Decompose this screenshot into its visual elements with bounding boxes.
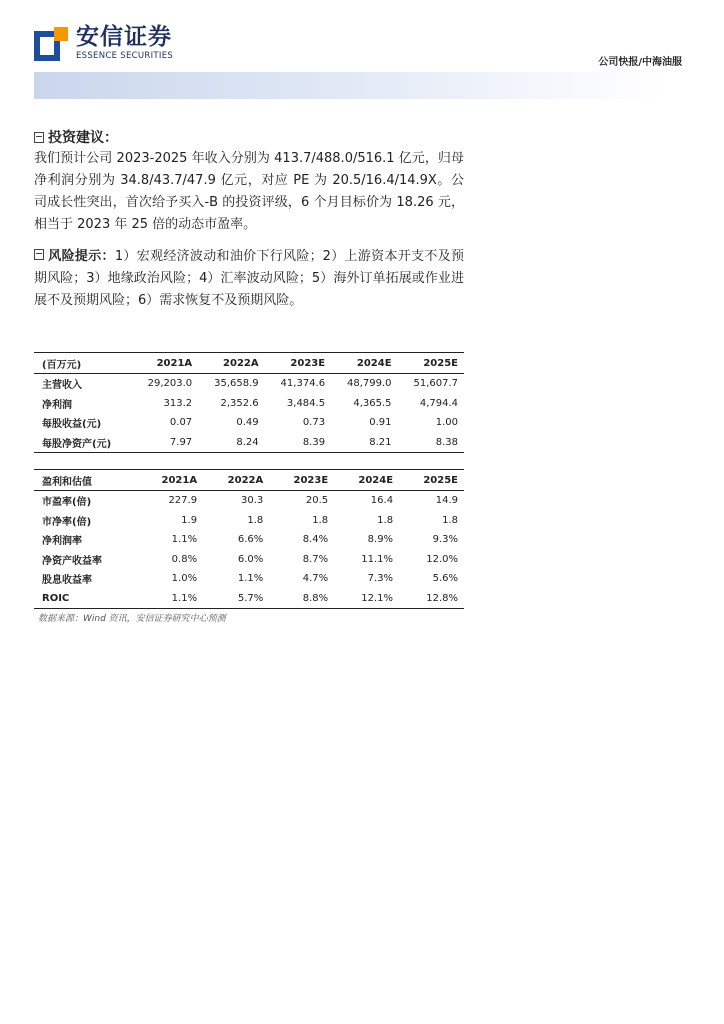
financial-table [34, 352, 464, 453]
table-header-cell: 2024E [334, 470, 399, 491]
table-cell: 每股净资产(元) [34, 433, 132, 453]
table-header-cell: 2021A [132, 353, 198, 374]
report-tag: 公司快报/中海油服 [598, 57, 682, 68]
risk-text: 1）宏观经济波动和油价下行风险；2）上游资本开支不及预期风险；3）地缘政治风险；4）汇率波动风险；5）海外订单拓展或作业进展不及预期风险；6）需求恢复不及预期风险。 [34, 249, 464, 308]
table-row [34, 589, 464, 609]
table-cell: 1.00 [435, 417, 458, 429]
box-bullet-icon [34, 132, 44, 143]
table-cell: 市净率(倍) [42, 516, 92, 528]
table-cell: 0.8% [171, 553, 198, 565]
table-row [34, 491, 464, 511]
table-cell: 8.39 [265, 433, 331, 453]
table-header-row [34, 470, 464, 491]
table-header-row [34, 353, 464, 374]
table-header-cell: 2024E [331, 353, 397, 374]
table-cell: 每股收益(元) [42, 419, 102, 431]
risk-paragraph [34, 246, 464, 312]
table-cell: 8.9% [367, 534, 394, 546]
valuation-table [34, 469, 464, 609]
table-row [34, 413, 464, 433]
table-cell: 0.07 [169, 417, 193, 429]
table-cell: 股息收益率 [42, 575, 92, 587]
table-cell: 313.2 [163, 397, 193, 409]
table-cell: 4,794.4 [419, 397, 458, 409]
investment-text: 我们预计公司 2023-2025 年收入分别为 413.7/488.0/516.1 亿元，归母净利润分别为 34.8/43.7/47.9 亿元，对应 PE 为 20.5/16.4/14.9X。公司成长性突出，首次给予买入-B 的投资评级，6 个月目标价为 18.26 元，相当于 2023 年 25 倍的动态市盈率。 [34, 151, 464, 232]
table-cell: 净资产收益率 [42, 555, 102, 567]
table-cell: 8.38 [398, 433, 464, 453]
investment-title-text: 投资建议： [48, 130, 118, 146]
table-header-cell: 2022A [203, 470, 269, 491]
table-cell: 8.4% [302, 534, 329, 546]
investment-title [34, 127, 118, 147]
table-cell: 7.3% [367, 573, 394, 585]
table-cell: 227.9 [168, 495, 198, 507]
table-cell: 3,484.5 [286, 397, 326, 409]
table-cell: 2,352.6 [220, 397, 259, 409]
table-header-cell: 2022A [198, 353, 264, 374]
table-cell: 1.8 [312, 514, 329, 526]
table-cell: 净利润 [42, 399, 72, 411]
table-cell: 1.9 [181, 514, 198, 526]
table-header-cell: 2021A [137, 470, 203, 491]
table-cell: 8.8% [269, 589, 334, 609]
table-row [34, 511, 464, 531]
table-cell: 35,658.9 [214, 378, 259, 390]
table-cell: 1.8 [247, 514, 264, 526]
data-source-note: 数据来源：Wind 资讯，安信证券研究中心预测 [38, 614, 226, 624]
table-cell: 41,374.6 [280, 378, 326, 390]
logo-text [76, 24, 173, 62]
table-header-cell: 2023E [265, 353, 331, 374]
table-header-cell: 2025E [399, 470, 464, 491]
table-cell: 0.73 [302, 417, 326, 429]
table-cell: ROIC [34, 589, 137, 609]
table-cell: 12.0% [426, 553, 458, 565]
table-cell: 0.91 [369, 417, 392, 429]
table-cell: 市盈率(倍) [42, 497, 92, 509]
table-cell: 6.6% [237, 534, 264, 546]
table-cell: 4.7% [302, 573, 329, 585]
table-row [34, 550, 464, 570]
table-row [34, 530, 464, 550]
table-cell: 20.5 [305, 495, 329, 507]
table-cell: 12.8% [399, 589, 464, 609]
table-cell: 1.8 [377, 514, 394, 526]
table-cell: 净利润率 [42, 536, 82, 548]
header-band [34, 72, 664, 99]
logo-en: ESSENCE SECURITIES [76, 51, 174, 61]
table-header-cell: 2025E [398, 353, 464, 374]
table-cell: 29,203.0 [147, 378, 193, 390]
risk-label: 风险提示： [48, 249, 115, 264]
table-cell: 1.1% [171, 534, 198, 546]
table-row [34, 569, 464, 589]
table-cell: 30.3 [240, 495, 264, 507]
box-bullet-icon [34, 249, 44, 260]
table-cell: 16.4 [370, 495, 394, 507]
logo-icon [34, 27, 68, 61]
table-row [34, 374, 464, 394]
table-cell: 8.21 [331, 433, 397, 453]
table-cell: 1.1% [137, 589, 203, 609]
table-cell: 0.49 [236, 417, 259, 429]
table-cell: 6.0% [237, 553, 264, 565]
table-cell: 1.0% [171, 573, 198, 585]
table-row [34, 394, 464, 414]
table-cell: 1.8 [442, 514, 458, 526]
table-cell: 48,799.0 [347, 378, 392, 390]
table-cell: 8.7% [302, 553, 329, 565]
table-cell: 1.1% [237, 573, 264, 585]
table-header-cell: (百万元) [34, 353, 132, 374]
table-cell: 51,607.7 [413, 378, 458, 390]
table-cell: 5.7% [203, 589, 269, 609]
table-cell: 14.9 [435, 495, 458, 507]
table-row [34, 433, 464, 453]
logo-cn: 安信证券 [76, 24, 172, 50]
table-cell: 8.24 [198, 433, 264, 453]
table-cell: 5.6% [432, 573, 458, 585]
table-header-cell: 2023E [269, 470, 334, 491]
table-cell: 4,365.5 [353, 397, 392, 409]
table-cell: 7.97 [132, 433, 198, 453]
table-cell: 主营收入 [42, 380, 82, 392]
table-header-cell: 盈利和估值 [34, 470, 137, 491]
table-cell: 9.3% [432, 534, 458, 546]
table-cell: 11.1% [361, 553, 394, 565]
table-cell: 12.1% [334, 589, 399, 609]
